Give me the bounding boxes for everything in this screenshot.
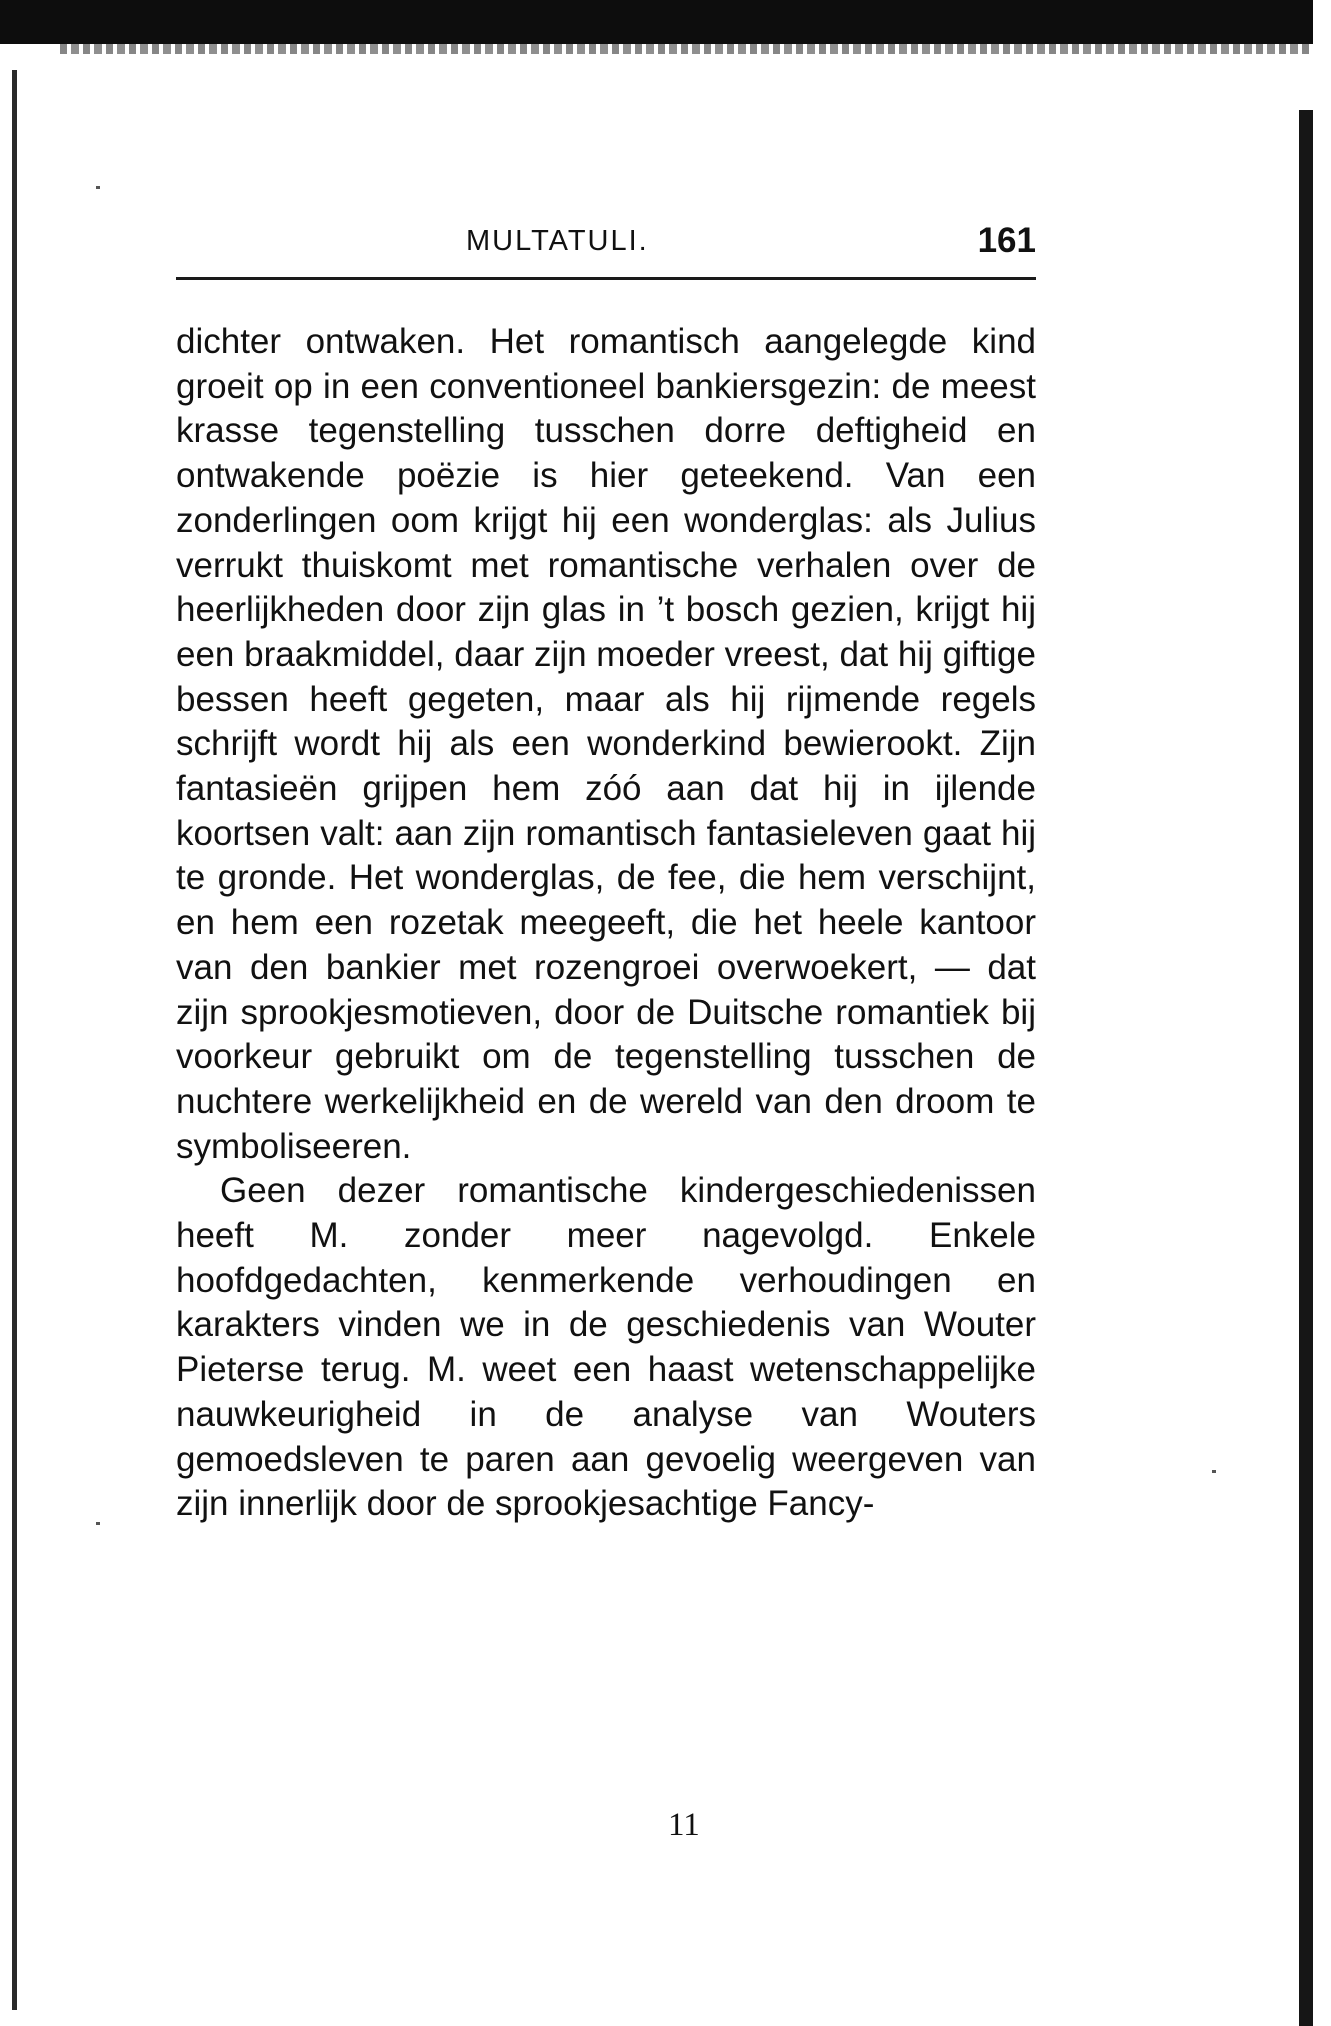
page-number: 161 bbox=[977, 221, 1036, 260]
running-head-title: MULTATULI. bbox=[466, 225, 649, 257]
scan-right-border bbox=[1299, 110, 1313, 2026]
book-page bbox=[176, 221, 1036, 1527]
scan-left-border bbox=[12, 70, 17, 2010]
body-text bbox=[176, 320, 1036, 1527]
scan-top-border bbox=[0, 0, 1331, 44]
scan-speck bbox=[96, 1522, 100, 1525]
scan-top-noise bbox=[60, 44, 1310, 54]
header-rule bbox=[176, 277, 1036, 280]
scan-speck bbox=[96, 186, 100, 189]
signature-mark: 11 bbox=[668, 1807, 700, 1843]
paragraph: dichter ontwaken. Het romantisch aangelegde kind groeit op in een conventioneel bankiersgezin: de meest krasse tegenstelling tusschen dorre deftigheid en ontwakende poëzie is hier geteekend. Van een zonderlingen oom krijgt hij een wonderglas: als Julius verrukt thuiskomt met romantische verhalen over de heerlijkheden door zijn glas in ’t bosch gezien, krijgt hij een braakmiddel, daar zijn moeder vreest, dat hij giftige bessen heeft gegeten, maar als hij rijmende regels schrijft wordt hij als een wonderkind bewierookt. Zijn fantasieën grijpen hem zóó aan dat hij in ijlende koortsen valt: aan zijn romantisch fantasieleven gaat hij te gronde. Het wonderglas, de fee, die hem verschijnt, en hem een rozetak meegeeft, die het heele kantoor van den bankier met rozengroei overwoekert, — dat zijn sprookjesmotieven, door de Duitsche romantiek bij voorkeur gebruikt om de tegenstelling tusschen de nuchtere werkelijkheid en de wereld van den droom te symboliseeren. bbox=[176, 322, 1036, 1166]
scan-right-margin bbox=[1313, 0, 1331, 2026]
paragraph: Geen dezer romantische kindergeschiedenissen heeft M. zonder meer nagevolgd. Enkele hoofdgedachten, kenmerkende verhoudingen en karakters vinden we in de geschiedenis van Wouter Pieterse terug. M. weet een haast wetenschappelijke nauwkeurigheid in de analyse van Wouters gemoedsleven te paren aan gevoelig weergeven van zijn innerlijk door de sprookjesachtige Fancy- bbox=[176, 1171, 1036, 1524]
running-head bbox=[176, 221, 1036, 269]
scan-speck bbox=[1212, 1470, 1216, 1473]
